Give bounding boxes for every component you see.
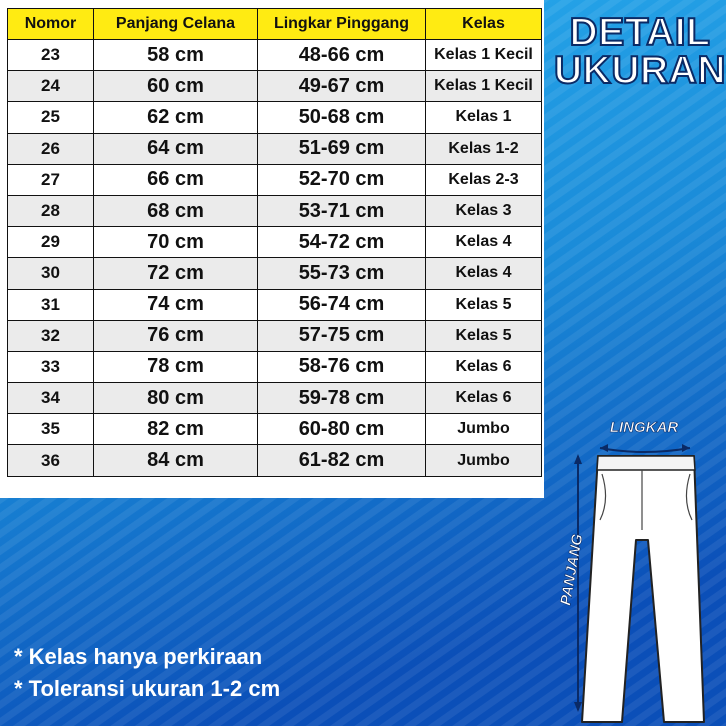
table-row [8,133,542,164]
table-row [8,445,542,476]
cell-nomor: 23 [8,40,94,71]
cell-lingkar-pinggang: 51-69 cm [258,133,426,164]
cell-kelas: Jumbo [426,414,542,445]
cell-nomor: 30 [8,258,94,289]
cell-nomor: 26 [8,133,94,164]
table-row [8,320,542,351]
header-lingkar-pinggang: Lingkar Pinggang [258,9,426,40]
header-panjang-celana: Panjang Celana [94,9,258,40]
size-table [7,8,542,477]
cell-nomor: 29 [8,227,94,258]
note-toleransi: * Toleransi ukuran 1-2 cm [14,676,281,701]
table-row [8,102,542,133]
cell-kelas: Kelas 6 [426,351,542,382]
cell-lingkar-pinggang: 50-68 cm [258,102,426,133]
table-row [8,195,542,226]
title-line-1: DETAIL [569,11,711,54]
cell-panjang-celana: 76 cm [94,320,258,351]
cell-panjang-celana: 74 cm [94,289,258,320]
cell-kelas: Kelas 3 [426,195,542,226]
cell-panjang-celana: 68 cm [94,195,258,226]
page-title [554,11,726,92]
cell-kelas: Kelas 1 Kecil [426,40,542,71]
cell-kelas: Kelas 6 [426,383,542,414]
cell-kelas: Kelas 1-2 [426,133,542,164]
cell-lingkar-pinggang: 57-75 cm [258,320,426,351]
cell-nomor: 35 [8,414,94,445]
cell-nomor: 27 [8,164,94,195]
cell-panjang-celana: 70 cm [94,227,258,258]
cell-nomor: 25 [8,102,94,133]
cell-kelas: Kelas 5 [426,320,542,351]
cell-panjang-celana: 82 cm [94,414,258,445]
table-row [8,289,542,320]
table-row [8,164,542,195]
waist-label: LINGKAR [609,419,679,436]
cell-lingkar-pinggang: 54-72 cm [258,227,426,258]
table-row [8,71,542,102]
cell-kelas: Kelas 4 [426,227,542,258]
cell-nomor: 24 [8,71,94,102]
cell-nomor: 32 [8,320,94,351]
cell-kelas: Kelas 5 [426,289,542,320]
cell-nomor: 28 [8,195,94,226]
length-label: PANJANG [557,532,587,607]
cell-lingkar-pinggang: 60-80 cm [258,414,426,445]
cell-panjang-celana: 62 cm [94,102,258,133]
cell-kelas: Jumbo [426,445,542,476]
cell-nomor: 31 [8,289,94,320]
table-body [8,40,542,477]
table-row [8,40,542,71]
cell-panjang-celana: 66 cm [94,164,258,195]
cell-lingkar-pinggang: 52-70 cm [258,164,426,195]
waist-arrow-icon [600,444,690,452]
cell-kelas: Kelas 4 [426,258,542,289]
header-kelas: Kelas [426,9,542,40]
cell-panjang-celana: 78 cm [94,351,258,382]
cell-lingkar-pinggang: 59-78 cm [258,383,426,414]
cell-lingkar-pinggang: 49-67 cm [258,71,426,102]
cell-kelas: Kelas 1 [426,102,542,133]
cell-nomor: 33 [8,351,94,382]
cell-kelas: Kelas 2-3 [426,164,542,195]
pants-icon [582,456,704,722]
table-header-row [8,9,542,40]
cell-panjang-celana: 72 cm [94,258,258,289]
cell-panjang-celana: 84 cm [94,445,258,476]
table-row [8,351,542,382]
cell-lingkar-pinggang: 48-66 cm [258,40,426,71]
cell-lingkar-pinggang: 61-82 cm [258,445,426,476]
cell-kelas: Kelas 1 Kecil [426,71,542,102]
cell-panjang-celana: 80 cm [94,383,258,414]
table-row [8,414,542,445]
cell-lingkar-pinggang: 58-76 cm [258,351,426,382]
cell-lingkar-pinggang: 53-71 cm [258,195,426,226]
pants-diagram [540,410,726,726]
note-kelas: * Kelas hanya perkiraan [14,644,263,669]
table-row [8,383,542,414]
cell-lingkar-pinggang: 56-74 cm [258,289,426,320]
cell-lingkar-pinggang: 55-73 cm [258,258,426,289]
table-row [8,227,542,258]
header-nomor: Nomor [8,9,94,40]
cell-panjang-celana: 64 cm [94,133,258,164]
cell-nomor: 34 [8,383,94,414]
cell-nomor: 36 [8,445,94,476]
title-line-2: UKURAN [554,49,726,92]
cell-panjang-celana: 58 cm [94,40,258,71]
table-row [8,258,542,289]
cell-panjang-celana: 60 cm [94,71,258,102]
